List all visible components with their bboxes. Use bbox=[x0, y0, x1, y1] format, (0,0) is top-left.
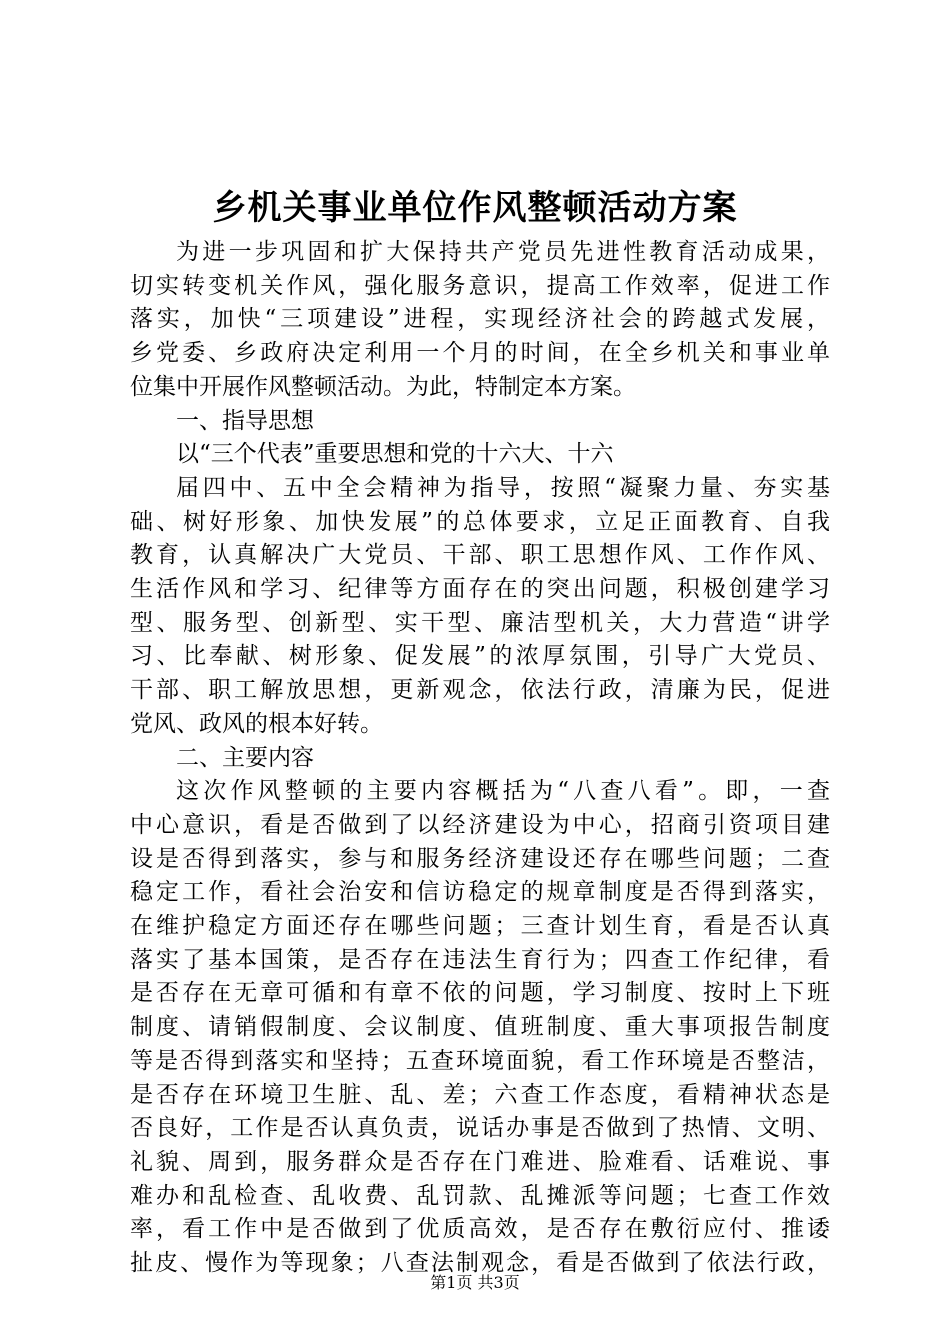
section1-line: 础、树好形象、加快发展”的总体要求，立足正面教育、自我 bbox=[130, 508, 830, 535]
intro-line: 乡党委、乡政府决定利用一个月的时间，在全乡机关和事业单 bbox=[130, 340, 830, 367]
section-heading-guiding-ideology: 一、指导思想 bbox=[176, 407, 314, 434]
section2-line: 稳定工作，看社会治安和信访稳定的规章制度是否得到落实， bbox=[130, 879, 830, 906]
section-heading-main-content: 二、主要内容 bbox=[176, 744, 314, 771]
section2-line: 礼貌、周到，服务群众是否存在门难进、脸难看、话难说、事 bbox=[130, 1148, 830, 1175]
section2-line: 否良好，工作是否认真负责，说话办事是否做到了热情、文明、 bbox=[130, 1115, 830, 1142]
section2-line: 设是否得到落实，参与和服务经济建设还存在哪些问题；二查 bbox=[130, 845, 830, 872]
section2-line: 中心意识，看是否做到了以经济建设为中心，招商引资项目建 bbox=[130, 811, 830, 838]
section1-line: 干部、职工解放思想，更新观念，依法行政，清廉为民，促进 bbox=[130, 677, 830, 704]
section1-line: 型、服务型、创新型、实干型、廉洁型机关，大力营造“讲学 bbox=[130, 609, 830, 636]
document-title: 乡机关事业单位作风整顿活动方案 bbox=[212, 188, 738, 228]
section2-line: 在维护稳定方面还存在哪些问题；三查计划生育，看是否认真 bbox=[130, 913, 830, 940]
section1-line: 届四中、五中全会精神为指导，按照“凝聚力量、夯实基 bbox=[176, 474, 830, 501]
section1-line: 生活作风和学习、纪律等方面存在的突出问题，积极创建学习 bbox=[130, 576, 830, 603]
section2-paragraph bbox=[130, 775, 830, 1281]
section1-line: 习、比奉献、树形象、促发展”的浓厚氛围，引导广大党员、 bbox=[130, 643, 830, 670]
intro-paragraph bbox=[130, 236, 830, 405]
section2-line: 率，看工作中是否做到了优质高效，是否存在敷衍应付、推诿 bbox=[130, 1216, 830, 1243]
section2-line: 是否存在无章可循和有章不依的问题，学习制度、按时上下班 bbox=[130, 980, 830, 1007]
section1-line: 党风、政风的根本好转。 bbox=[130, 710, 383, 737]
document-body bbox=[130, 236, 830, 1281]
section2-line: 难办和乱检查、乱收费、乱罚款、乱摊派等问题；七查工作效 bbox=[130, 1182, 830, 1209]
section2-line: 是否存在环境卫生脏、乱、差；六查工作态度，看精神状态是 bbox=[130, 1081, 830, 1108]
section2-line: 制度、请销假制度、会议制度、值班制度、重大事项报告制度 bbox=[130, 1014, 830, 1041]
section1-paragraph bbox=[130, 472, 830, 742]
section1-lead-line: 以“三个代表”重要思想和党的十六大、十六 bbox=[176, 441, 614, 468]
intro-line: 落实，加快“三项建设”进程，实现经济社会的跨越式发展， bbox=[130, 306, 830, 333]
intro-line: 切实转变机关作风，强化服务意识，提高工作效率，促进工作 bbox=[130, 272, 830, 299]
intro-line: 位集中开展作风整顿活动。为此，特制定本方案。 bbox=[130, 373, 636, 400]
section2-line: 这次作风整顿的主要内容概括为“八查八看”。即，一查 bbox=[176, 778, 830, 805]
intro-line: 为进一步巩固和扩大保持共产党员先进性教育活动成果， bbox=[176, 239, 830, 265]
section2-line: 扯皮、慢作为等现象；八查法制观念，看是否做到了依法行政， bbox=[130, 1250, 830, 1277]
section2-line: 落实了基本国策，是否存在违法生育行为；四查工作纪律，看 bbox=[130, 946, 830, 973]
section2-line: 等是否得到落实和坚持；五查环境面貌，看工作环境是否整洁， bbox=[130, 1047, 830, 1074]
section1-line: 教育，认真解决广大党员、干部、职工思想作风、工作作风、 bbox=[130, 542, 830, 569]
page-indicator: 第1页 共3页 bbox=[430, 1273, 520, 1292]
